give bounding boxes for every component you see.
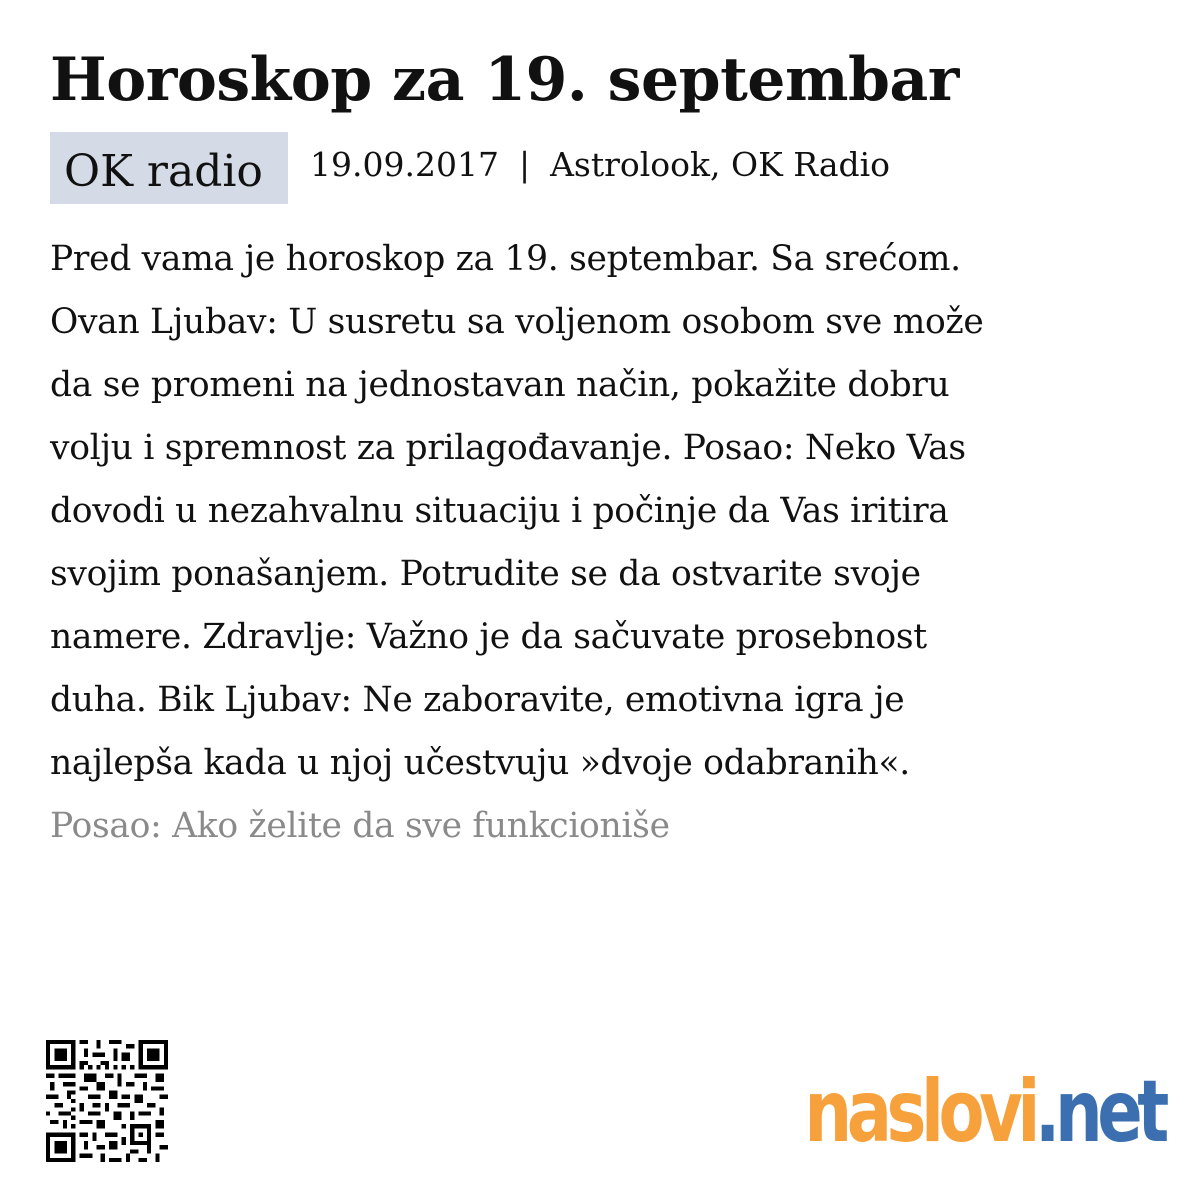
article-meta bbox=[310, 142, 890, 188]
qr-code-icon[interactable] bbox=[46, 1040, 168, 1162]
body-line: najlepša kada u njoj učestvuju »dvoje odabranih«. bbox=[50, 743, 910, 783]
article-body bbox=[50, 228, 1160, 858]
body-line-faded: Posao: Ako želite da sve funkcioniše bbox=[50, 806, 670, 846]
naslovi-logo[interactable] bbox=[805, 1062, 1164, 1162]
article-date: 19.09.2017 bbox=[310, 145, 499, 184]
article-title: Horoskop za 19. septembar bbox=[50, 45, 959, 115]
article-authors: Astrolook, OK Radio bbox=[550, 145, 891, 184]
meta-separator: | bbox=[518, 145, 531, 184]
logo-tld: .net bbox=[1035, 1062, 1164, 1162]
body-line: svojim ponašanjem. Potrudite se da ostvarite svoje bbox=[50, 554, 921, 594]
body-line: duha. Bik Ljubav: Ne zaboravite, emotivna igra je bbox=[50, 680, 905, 720]
body-line: namere. Zdravlje: Važno je da sačuvate prosebnost bbox=[50, 617, 927, 657]
source-badge[interactable]: OK radio bbox=[50, 132, 288, 204]
body-line: Pred vama je horoskop za 19. septembar. Sa srećom. bbox=[50, 239, 961, 279]
logo-word: naslovi bbox=[804, 1062, 1036, 1162]
body-line: Ovan Ljubav: U susretu sa voljenom osobom sve može bbox=[50, 302, 984, 342]
body-line: dovodi u nezahvalnu situaciju i počinje da Vas iritira bbox=[50, 491, 949, 531]
body-line: volju i spremnost za prilagođavanje. Posao: Neko Vas bbox=[50, 428, 966, 468]
body-line: da se promeni na jednostavan način, pokažite dobru bbox=[50, 365, 950, 405]
